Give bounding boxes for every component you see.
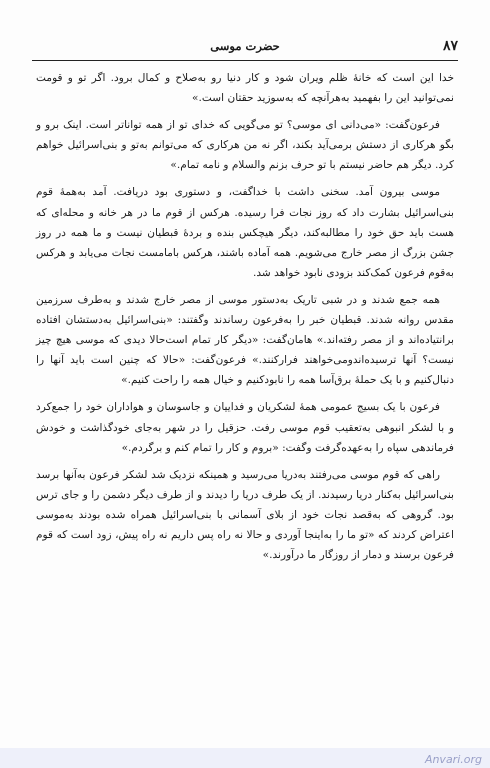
header-rule (32, 60, 458, 61)
paragraph: راهی که قوم موسی می‌رفتند به‌دریا می‌رسید و همینکه نزدیک شد لشکر فرعون به‌آنها برسد بنی‌اسرائیل به‌کنار دریا رسیدند. از یک طرف دریا را دیدند و از طرف دیگر دشمن را و جای ترس بود. گروهی که به‌قصد نجات خود از بلای آسمانی با بنی‌اسرائیل همراه شده بودند به‌موسی اعتراض کردند که «تو ما را به‌اینجا آوردی و حالا نه راه پس داریم نه راه پیش، زود است که قوم فرعون برسند و دمار از روزگار ما درآورند.» (36, 468, 454, 562)
page-header (32, 38, 458, 60)
watermark: Anvari.org (424, 753, 482, 766)
running-title: حضرت موسی (210, 39, 280, 53)
footer-band (0, 748, 490, 768)
paragraph: خدا این است که خانهٔ ظلم ویران شود و کار دنیا رو به‌صلاح و کمال برود. اگر تو و قومت نمی‌توانید این را بفهمید به‌هرآنچه که به‌سوزید حقتان است.» (36, 72, 454, 105)
page-body (36, 68, 454, 565)
page-number: ۸۷ (442, 38, 458, 54)
paragraph: فرعون‌گفت: «می‌دانی ای موسی؟ تو می‌گویی که خدای تو از همه تواناتر است. اینک برو و بگو هرکاری از دستش برمی‌آید بکند، اگر نه من هرکاری که می‌توانم به‌تو و بنی‌اسرائیل خواهم کرد. دیگر هم حاضر نیستم با تو حرف بزنم والسلام و نامه تمام.» (36, 119, 454, 172)
paragraph: همه جمع شدند و در شبی تاریک به‌دستور موسی از مصر خارج شدند و به‌طرف سرزمین مقدس روانه شدند. قبطیان خبر را به‌فرعون رساندند وگفتند: «بنی‌اسرائیل به‌دستشان افتاده برانتیاده‌اند و از مصر رفته‌اند.» هامان‌گفت: «دیگر کار تمام است‌حالا دیدی که موسی هیچ چیز نیست؟ آنها ترسیده‌اندو‌می‌خواهند فرارکنند.» فرعون‌گفت: «حالا که چنین است باید آنها را دنبال‌کنیم و با یک حملهٔ برق‌آسا همه را نابودکنیم و خیال همه را راحت کنیم.» (36, 293, 454, 387)
paragraph: موسی بیرون آمد. سخنی داشت با خداگفت، و دستوری بود دریافت. آمد به‌همهٔ قوم بنی‌اسرائیل بشارت داد که روز نجات فرا رسیده. هرکس از قوم ما در هر خانه و محله‌ای که هست باید حق خود را مطالبه‌کند، دیگر هیچکس بنده و بردهٔ قبطیان نیست و ما همه در روز جشن بزرگ از مصر خارج می‌شویم. همه آماده باشند، هرکس بامامست نجات می‌یابد و هرکس به‌قوم فرعون کمک‌کند بزودی نابود خواهد شد. (36, 186, 454, 279)
paragraph: فرعون با یک بسیج عمومی همهٔ لشکریان و فداییان و جاسوسان و هواداران خود را جمع‌کرد و با لشکر انبوهی به‌تعقیب قوم موسی رفت. حزقیل را در شهر به‌جای خودگذاشت و خودش فرماندهی سپاه را به‌عهده‌گرفت وگفت: «بروم و کار را تمام کنم و برگردم.» (36, 401, 454, 454)
